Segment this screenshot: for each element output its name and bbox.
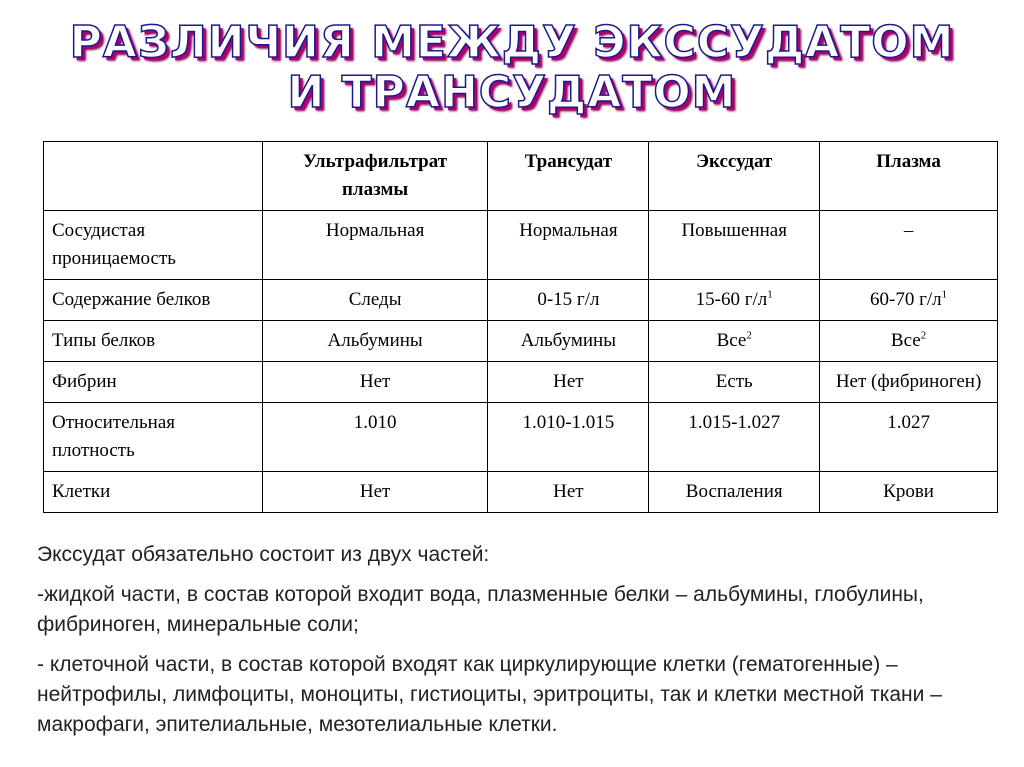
comparison-table	[43, 141, 998, 513]
table-cell	[820, 362, 998, 403]
table-cell	[820, 211, 998, 280]
row-label: Клетки	[44, 472, 263, 513]
header-cell-ultrafiltrate: Ультрафильтрат плазмы	[262, 142, 488, 211]
row-label: Относительная плотность	[44, 403, 263, 472]
cell-value: 1.010	[353, 412, 397, 433]
cell-value: 60-70 г/л	[870, 289, 942, 310]
table-cell	[649, 280, 820, 321]
title-line-1: РАЗЛИЧИЯ МЕЖДУ ЭКССУДАТОМ	[69, 17, 955, 68]
footnote-marker: 2	[920, 329, 927, 342]
note-paragraph: -жидкой части, в состав которой входит вода, плазменные белки – альбумины, глобулины, фибриноген, минеральные соли;	[37, 583, 924, 636]
header-cell-empty	[44, 142, 263, 211]
table-cell	[262, 211, 488, 280]
title-line-2: И ТРАНСУДАТОМ	[287, 67, 737, 118]
table-cell	[262, 472, 488, 513]
cell-value: –	[903, 220, 914, 241]
table-row	[44, 362, 998, 403]
footnote-marker: 1	[767, 288, 773, 301]
footnote-marker: 2	[746, 329, 752, 342]
cell-value: 1.015-1.027	[688, 412, 781, 433]
table-header-row	[44, 142, 998, 211]
table-cell	[262, 321, 488, 362]
table-cell	[488, 403, 649, 472]
table-row	[44, 472, 998, 513]
table-cell	[820, 280, 998, 321]
table-cell	[488, 211, 649, 280]
table-row	[44, 403, 998, 472]
header-cell-plasma: Плазма	[820, 142, 998, 211]
cell-value: Альбумины	[520, 330, 616, 351]
table-cell	[262, 280, 488, 321]
table-cell	[649, 472, 820, 513]
row-label: Содержание белков	[44, 280, 263, 321]
table-cell	[649, 211, 820, 280]
cell-value: Следы	[348, 289, 402, 310]
table-row	[44, 321, 998, 362]
cell-value: Нет	[553, 481, 584, 502]
table-cell	[488, 362, 649, 403]
cell-value: Нет	[359, 371, 391, 392]
table-body	[44, 211, 998, 513]
table-cell	[820, 403, 998, 472]
note-paragraph: Экссудат обязательно состоит из двух частей:	[37, 543, 490, 566]
table-cell	[488, 280, 649, 321]
cell-value: 1.010-1.015	[522, 412, 615, 433]
header-cell-exudate: Экссудат	[649, 142, 820, 211]
row-label: Фибрин	[44, 362, 263, 403]
table-cell	[820, 472, 998, 513]
table-row	[44, 280, 998, 321]
cell-value: Все	[716, 330, 747, 351]
row-label: Сосудистая проницаемость	[44, 211, 263, 280]
cell-value: Нормальная	[519, 220, 618, 241]
table-cell	[820, 321, 998, 362]
table-cell	[649, 403, 820, 472]
table-cell	[262, 403, 488, 472]
notes-text	[37, 540, 997, 750]
footnote-marker: 1	[941, 288, 948, 301]
cell-value: Повышенная	[681, 220, 787, 241]
cell-value: Крови	[883, 481, 934, 502]
cell-value: Нет	[359, 481, 391, 502]
table-cell	[262, 362, 488, 403]
cell-value: Нет	[553, 371, 584, 392]
cell-value: Альбумины	[327, 330, 423, 351]
table-cell	[488, 472, 649, 513]
row-label: Типы белков	[44, 321, 263, 362]
cell-value: 15-60 г/л	[695, 289, 768, 310]
table-cell	[488, 321, 649, 362]
table-row	[44, 211, 998, 280]
cell-value: Воспаления	[685, 481, 783, 502]
note-paragraph: - клеточной части, в состав которой входят как циркулирующие клетки (гематогенные) – нейтрофилы, лимфоциты, моноциты, гистиоциты, эритроциты, так и клетки местной ткани – макрофаги, эпителиальные, мезотелиальные клетки.	[37, 653, 942, 736]
table-cell	[649, 362, 820, 403]
header-cell-transudate: Трансудат	[488, 142, 649, 211]
cell-value: Есть	[715, 371, 753, 392]
cell-value: 1.027	[887, 412, 930, 433]
slide-title	[0, 18, 1024, 118]
cell-value: 0-15 г/л	[537, 289, 600, 310]
table-cell	[649, 321, 820, 362]
cell-value: Нормальная	[325, 220, 425, 241]
cell-value: Нет (фибриноген)	[835, 371, 982, 392]
cell-value: Все	[890, 330, 921, 351]
